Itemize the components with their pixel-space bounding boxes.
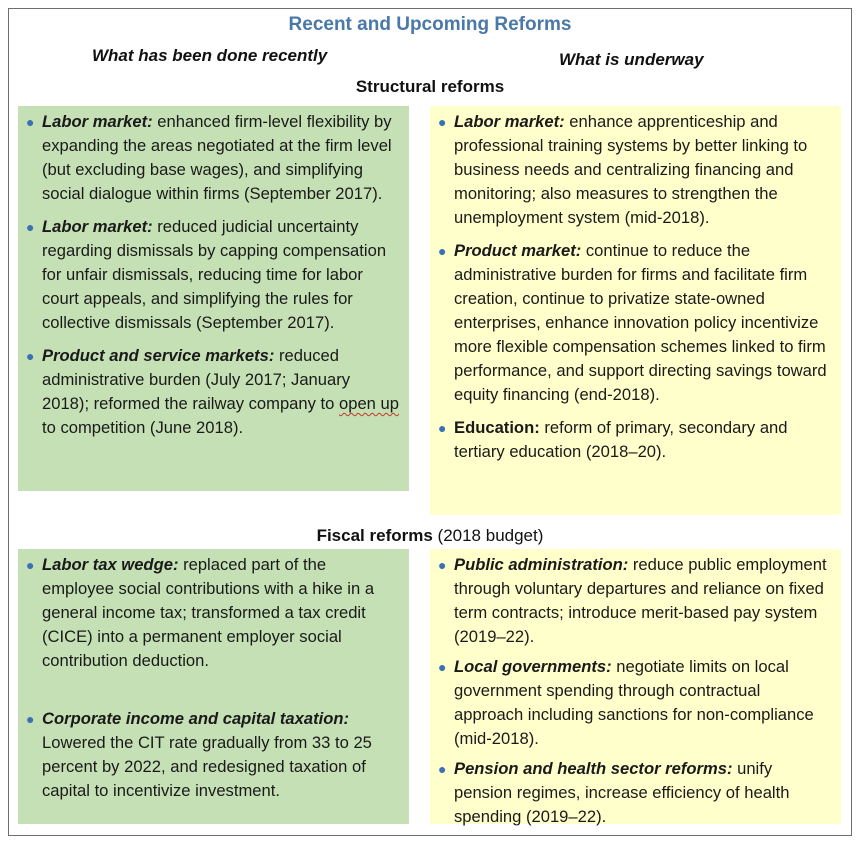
item-heading-sep: :: [622, 555, 629, 574]
list-item: [438, 757, 831, 829]
list-item: [438, 239, 831, 407]
item-text: replaced part of the employee social contributions with a hike in a general income tax; transformed a tax credit (CICE) into a permanent employer social contribution deduction.: [42, 555, 375, 670]
item-text: reform of primary, secondary and tertiary education (2018–20).: [454, 418, 788, 461]
item-heading: Education:: [454, 418, 540, 437]
item-text: reduce public employment through voluntary departures and reliance on fixed term contracts; introduce merit-based pay system (2019–22).: [454, 555, 827, 646]
item-heading: Local governments: [454, 657, 607, 676]
section-structural-label: Structural reforms: [355, 77, 505, 96]
item-text: reduced administrative burden (July 2017; January 2018); reformed the railway company to: [42, 346, 351, 413]
item-heading: Labor market: [42, 217, 148, 236]
item-heading: Labor tax wedge: [42, 555, 173, 574]
section-fiscal-label: Fiscal reforms: [316, 526, 433, 545]
page-title: Recent and Upcoming Reforms: [288, 14, 572, 35]
list-item: [26, 215, 399, 335]
item-heading-sep: :: [147, 112, 153, 131]
item-heading: Pension and health sector reforms:: [454, 759, 733, 778]
list-item: [438, 655, 831, 751]
bullet-icon: ●: [438, 659, 447, 675]
list-item: [26, 110, 399, 206]
list-item: [438, 416, 831, 464]
item-text: enhanced firm-level flexibility by expanding the areas negotiated at the firm level (but excluding base wages), and simplifying social dialogue within firms (September 2017).: [42, 112, 392, 203]
bullet-icon: ●: [438, 761, 447, 777]
bullet-icon: ●: [438, 557, 447, 573]
item-text: continue to reduce the administrative burden for firms and facilitate firm creation, continue to privatize state-owned enterprises, enhance innovation policy incentivize more flexible compensation schemes linked to firm performance, and support directing savings toward equity financing (end-2018).: [454, 241, 827, 404]
fiscal-done-box: [18, 549, 409, 824]
bullet-icon: ●: [438, 420, 447, 436]
item-heading-sep: :: [575, 241, 582, 260]
item-text: negotiate limits on local government spending through contractual approach including sanctions for non-compliance (mid-2018).: [454, 657, 814, 748]
item-text: enhance apprenticeship and professional training systems by better linking to business needs and centralizing financing and monitoring; also measures to strengthen the unemployment system (mid-2018).: [454, 112, 808, 227]
item-heading-sep: :: [172, 555, 179, 574]
item-heading-sep: :: [559, 112, 565, 131]
bullet-icon: ●: [26, 114, 35, 130]
structural-done-box: [18, 106, 409, 491]
structural-underway-box: [430, 106, 841, 515]
list-item: [26, 344, 399, 440]
bullet-icon: ●: [26, 557, 35, 573]
item-heading: Labor market: [454, 112, 560, 131]
bullet-icon: ●: [26, 348, 35, 364]
item-heading-sep: :: [268, 346, 275, 365]
item-heading: Product market: [454, 241, 576, 260]
section-heading-fiscal: [0, 526, 860, 546]
item-heading-sep: :: [343, 709, 350, 728]
item-heading: Labor market: [42, 112, 148, 131]
column-header-underway: What is underway: [559, 50, 704, 69]
bullet-icon: ●: [26, 219, 35, 235]
bullet-icon: ●: [26, 711, 35, 727]
bullet-icon: ●: [438, 114, 447, 130]
list-item: [438, 553, 831, 649]
item-heading-sep: :: [147, 217, 153, 236]
list-item: [438, 110, 831, 230]
item-heading: Product and service markets: [42, 346, 269, 365]
item-text: Lowered the CIT rate gradually from 33 to 25 percent by 2022, and redesigned taxation of capital to incentivize investment.: [42, 733, 372, 800]
item-text: reduced judicial uncertainty regarding dismissals by capping compensation for unfair dismissals, reducing time for labor court appeals, and simplifying the rules for collective dismissals (September 2017).: [42, 217, 387, 332]
column-header-done: What has been done recently: [92, 46, 328, 65]
item-text: unify pension regimes, increase efficiency of health spending (2019–22).: [454, 759, 790, 826]
list-item: [26, 553, 399, 673]
fiscal-underway-box: [430, 549, 841, 824]
bullet-icon: ●: [438, 243, 447, 259]
item-heading: Corporate income and capital taxation: [42, 709, 344, 728]
section-fiscal-note: (2018 budget): [432, 526, 544, 545]
spellcheck-underlined-text: open up: [339, 394, 399, 413]
section-heading-structural: [0, 77, 860, 97]
item-text-continued: to competition (June 2018).: [42, 418, 244, 437]
item-heading: Public administration: [454, 555, 623, 574]
item-heading-sep: :: [606, 657, 612, 676]
list-item: [26, 707, 399, 803]
